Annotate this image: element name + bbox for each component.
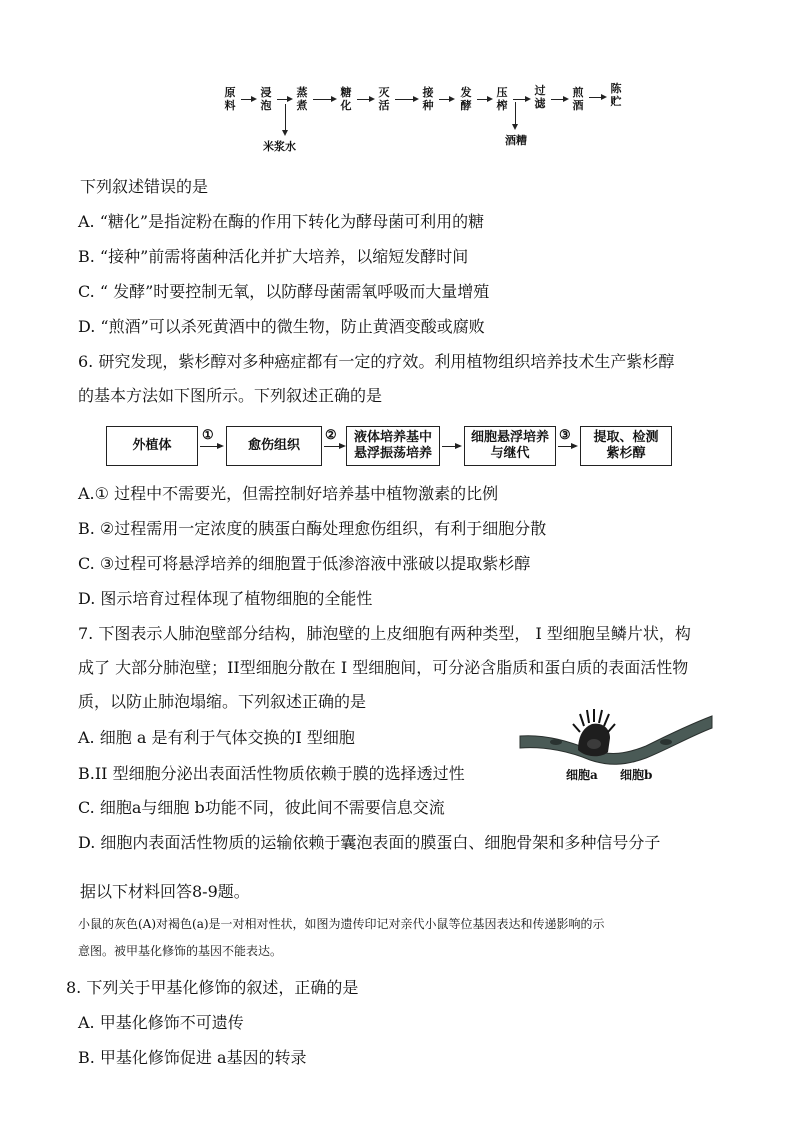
q6-stem-line2: 的基本方法如下图所示。下列叙述正确的是 [78,386,383,405]
flow-arrow [357,99,373,100]
flow-arrow [313,99,335,100]
flow-arrow-down-lees [515,102,516,128]
q8-option-b: B. 甲基化修饰促进 a基因的转录 [78,1048,307,1067]
q5-option-b: B. “接种”前需将菌种活化并扩大培养，以缩短发酵时间 [78,247,469,266]
q7-stem-line3: 质，以防止肺泡塌缩。下列叙述正确的是 [78,692,367,711]
flow-arrow [558,446,576,447]
q6-stem-line1: 6. 研究发现，紫杉醇对多种癌症都有一定的疗效。利用植物组织培养技术生产紫杉醇 [78,352,675,371]
flow-node-inactivate: 灭活 [378,86,390,112]
q6-option-d: D. 图示培育过程体现了植物细胞的全能性 [78,589,373,608]
tissue-culture-flow-chart [106,426,676,470]
step-label-2: ② [325,428,337,443]
flow-arrow [442,446,460,447]
flow-arrow [241,99,255,100]
flow-box-text: 外植体 [132,438,172,453]
flow-node-filter: 过滤 [534,84,546,110]
q7-option-b: B.II 型细胞分泌出表面活性物质依赖于膜的选择透过性 [78,764,465,783]
q5-option-d: D. “煎酒”可以杀死黄酒中的微生物，防止黄酒变酸或腐败 [78,317,485,336]
material-text-line2: 意图。被甲基化修饰的基因不能表达。 [78,944,283,958]
flow-arrow [277,99,291,100]
flow-box-subculture [464,426,556,466]
flow-arrow [200,446,222,447]
flow-box-callus [226,426,322,466]
flow-node-ferment: 发酵 [460,86,472,112]
flow-node-age: 陈贮 [610,82,622,108]
flow-arrow [551,99,567,100]
flow-arrow [589,97,605,98]
q8-stem: 8. 下列关于甲基化修饰的叙述，正确的是 [66,978,359,997]
label-cell-a: 细胞a [566,768,598,782]
flow-node-boil: 煎酒 [572,86,584,112]
material-text-line1: 小鼠的灰色(A)对褐色(a)是一对相对性状，如图为遗传印记对亲代小鼠等位基因表达和传递影响的示 [78,917,605,931]
flow-box-text: 细胞悬浮培养 与继代 [470,430,549,461]
step-label-3: ③ [559,428,571,443]
flow-node-raw: 原料 [224,86,236,112]
flow-box-extract [580,426,672,466]
flow-box-text: 提取、检测 紫杉醇 [593,430,659,461]
step-label-1: ① [202,428,214,443]
q7-stem-line1: 7. 下图表示人肺泡壁部分结构，肺泡壁的上皮细胞有两种类型， I 型细胞呈鳞片状，构 [78,624,691,643]
alveolar-wall-drawing [516,706,716,786]
q7-option-c: C. 细胞a与细胞 b功能不同，彼此间不需要信息交流 [78,798,445,817]
flow-node-press: 压榨 [496,86,508,112]
flow-branch-lees: 酒糟 [505,134,527,147]
flow-box-text: 液体培养基中 悬浮振荡培养 [353,430,432,461]
flow-node-steam: 蒸煮 [296,86,308,112]
q7-option-a: A. 细胞 a 是有利于气体交换的I 型细胞 [78,728,355,747]
q8-option-a: A. 甲基化修饰不可遗传 [78,1013,244,1032]
label-cell-b: 细胞b [620,768,653,782]
flow-node-inoculate: 接种 [422,86,434,112]
flow-arrow [395,99,417,100]
q6-option-a: A.① 过程中不需要光，但需控制好培养基中植物激素的比例 [78,484,499,503]
alveolar-wall-figure [516,706,716,786]
q6-option-c: C. ③过程可将悬浮培养的细胞置于低渗溶液中涨破以提取紫杉醇 [78,554,531,573]
q5-stem: 下列叙述错误的是 [80,177,209,196]
flow-node-soak: 浸泡 [260,86,272,112]
flow-arrow [439,99,453,100]
q7-option-d: D. 细胞内表面活性物质的运输依赖于囊泡表面的膜蛋白、细胞骨架和多种信号分子 [78,833,661,852]
flow-box-text: 愈伤组织 [247,438,300,453]
brewing-flow-chart [215,80,655,160]
flow-arrow-down-rice [285,104,286,134]
q5-option-a: A. “糖化”是指淀粉在酶的作用下转化为酵母菌可利用的糖 [78,212,485,231]
flow-arrow [513,99,529,100]
q6-option-b: B. ②过程需用一定浓度的胰蛋白酶处理愈伤组织，有利于细胞分散 [78,519,547,538]
flow-branch-rice-water: 米浆水 [263,140,296,153]
flow-box-explant [106,426,198,466]
material-intro: 据以下材料回答8-9题。 [80,882,250,901]
flow-node-saccharify: 糖化 [340,86,352,112]
flow-arrow [324,446,344,447]
flow-arrow [477,99,491,100]
q7-stem-line2: 成了 大部分肺泡壁；II型细胞分散在 I 型细胞间，可分泌含脂质和蛋白质的表面活性物 [78,658,689,677]
flow-box-suspension [346,426,440,466]
q5-option-c: C. “ 发酵”时要控制无氧，以防酵母菌需氧呼吸而大量增殖 [78,282,490,301]
